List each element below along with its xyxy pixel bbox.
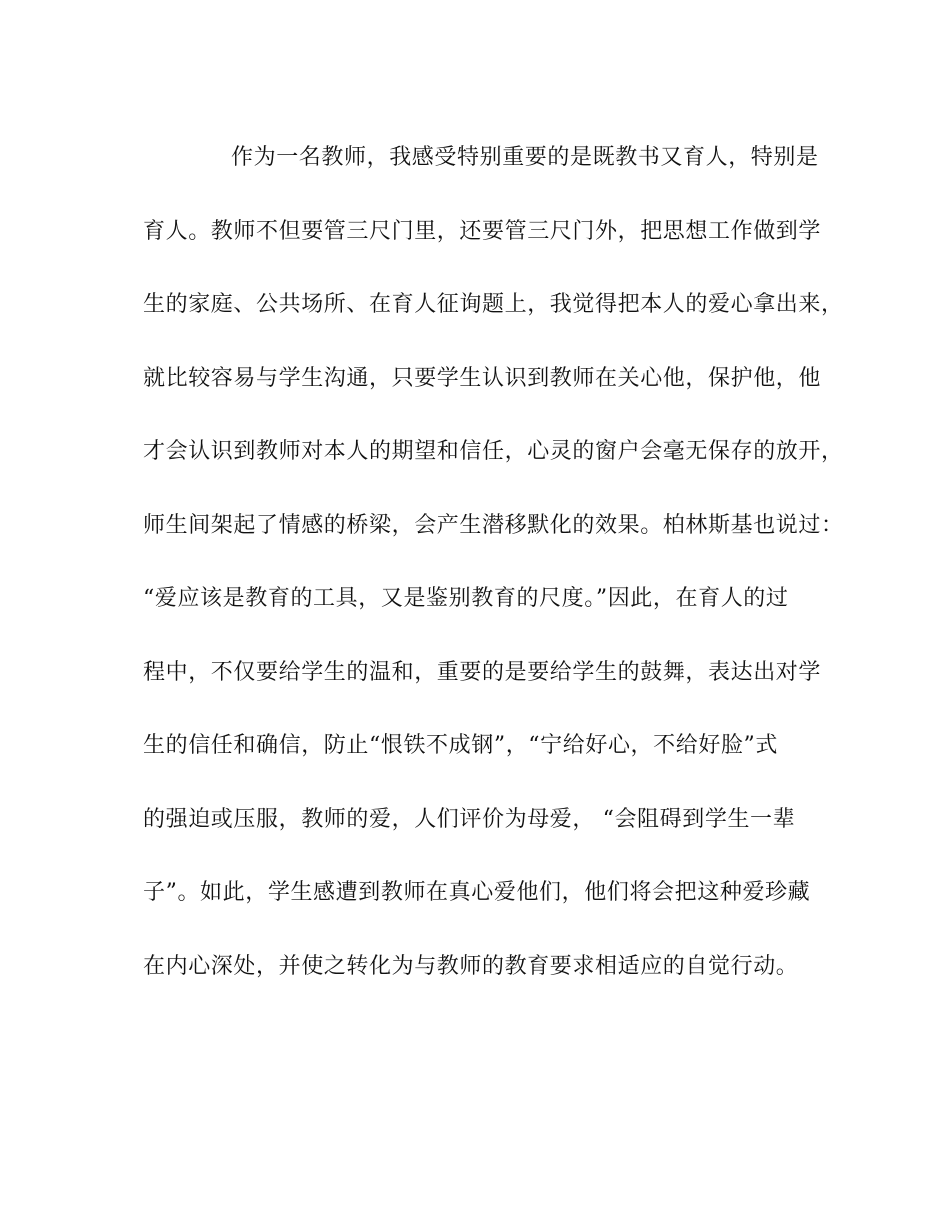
paragraph-line-10: 的强迫或压服，教师的爱，人们评价为母爱， “会阻碍到学生一辈 — [143, 806, 796, 832]
paragraph-line-12: 在内心深处，并使之转化为与教师的教育要求相适应的自觉行动。 — [143, 953, 799, 979]
paragraph-line-6: 师生间架起了情感的桥梁，会产生潜移默化的效果。柏林斯基也说过： — [143, 512, 844, 538]
paragraph-line-2: 育人。教师不但要管三尺门里，还要管三尺门外，把思想工作做到学 — [143, 218, 822, 244]
paragraph-line-8: 程中，不仅要给学生的温和，重要的是要给学生的鼓舞，表达出对学 — [143, 659, 822, 685]
paragraph-line-11: 子”。如此，学生感遭到教师在真心爱他们，他们将会把这种爱珍藏 — [143, 880, 811, 905]
body-paragraph — [143, 132, 844, 1014]
paragraph-line-3: 生的家庭、公共场所、在育人征询题上，我觉得把本人的爱心拿出来， — [143, 292, 844, 317]
paragraph-line-1: 作为一名教师，我感受特别重要的是既教书又育人，特别是 — [231, 145, 819, 170]
paragraph-line-4: 就比较容易与学生沟通，只要学生认识到教师在关心他，保护他，他 — [143, 365, 822, 391]
paragraph-line-9: 生的信任和确信，防止“恨铁不成钢”，“宁给好心，不给好脸”式 — [143, 733, 778, 758]
paragraph-line-7: “爱应该是教育的工具，又是鉴别教育的尺度。”因此，在育人的过 — [143, 586, 789, 611]
paragraph-line-5: 才会认识到教师对本人的期望和信任，心灵的窗户会毫无保存的放开， — [143, 439, 844, 464]
